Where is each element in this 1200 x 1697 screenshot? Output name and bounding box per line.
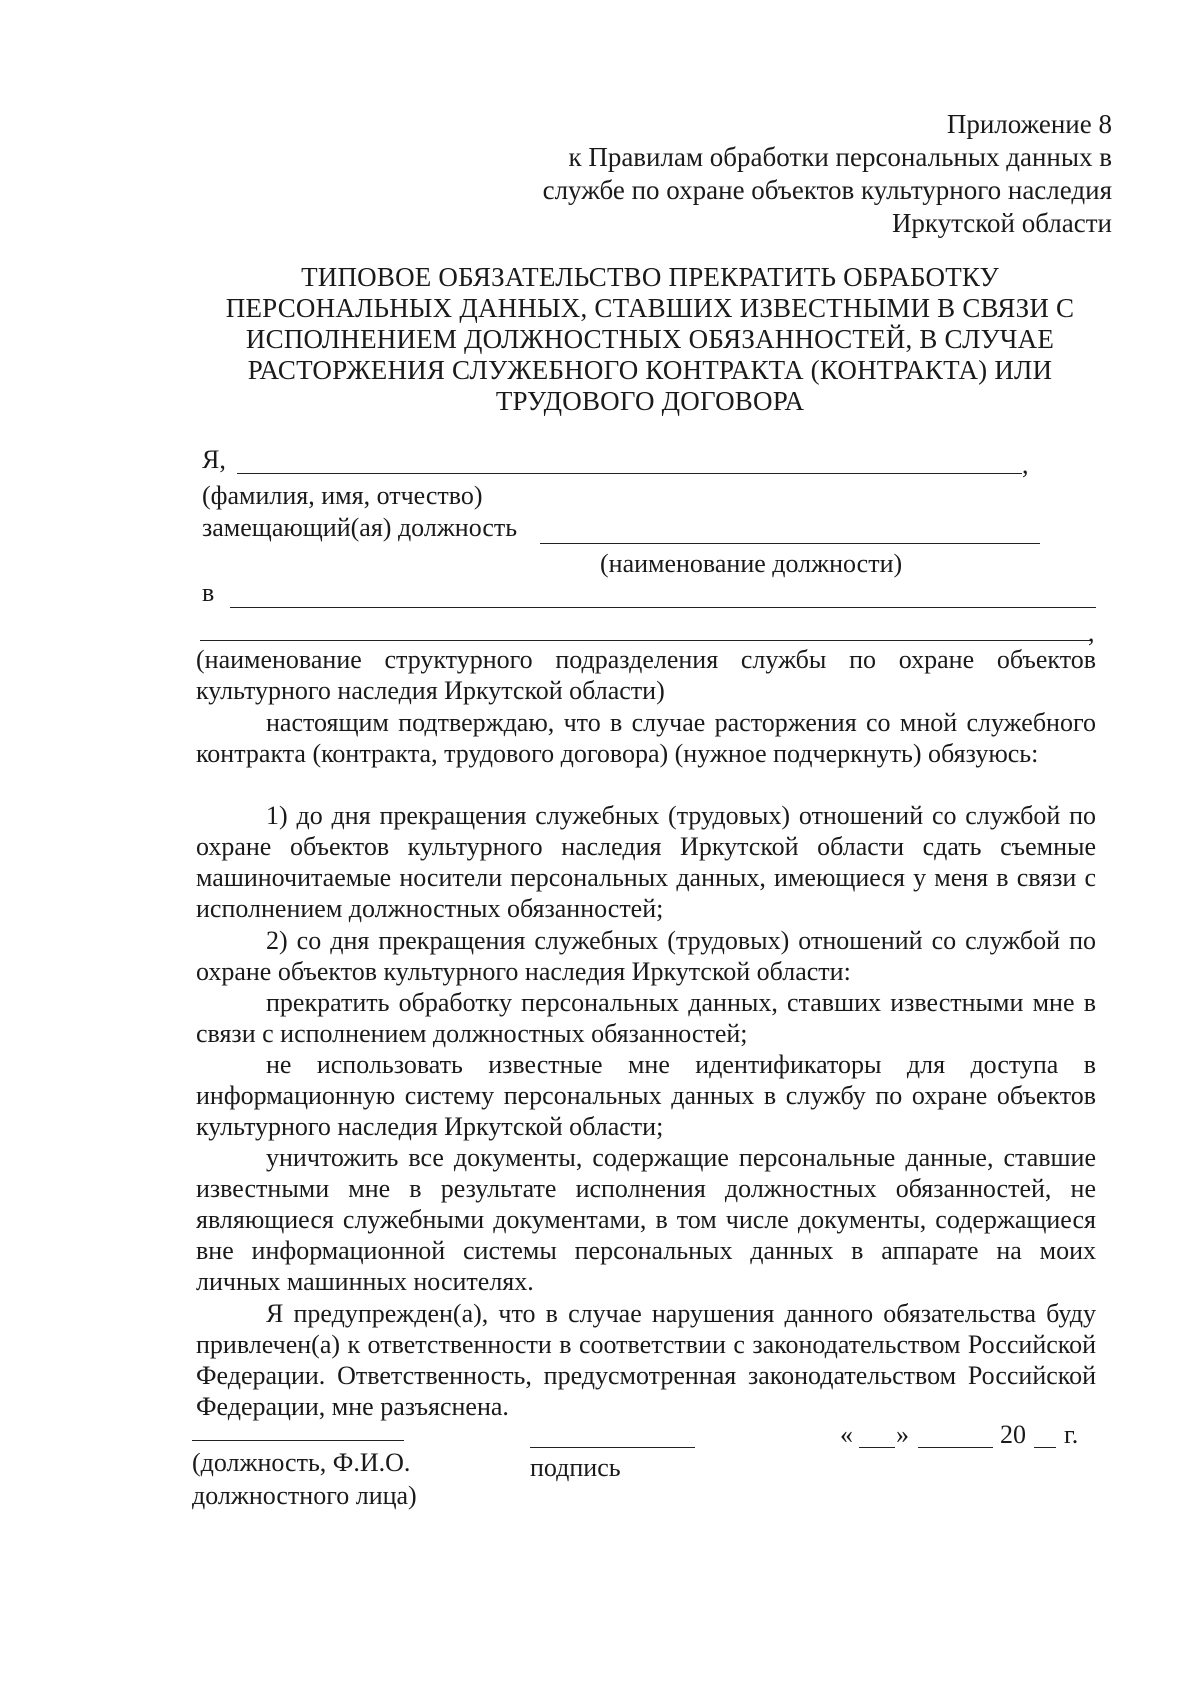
date-year-prefix: 20 xyxy=(1000,1420,1026,1449)
date-month-blank[interactable] xyxy=(918,1447,993,1448)
title-line-4: РАСТОРЖЕНИЯ СЛУЖЕБНОГО КОНТРАКТА (КОНТРАКТА) ИЛИ xyxy=(247,355,1053,385)
paragraph-item-1: 1) до дня прекращения служебных (трудовых) отношений со службой по охране объектов культурного наследия Иркутской области сдать съемные машиночитаемые носители персональных данных, имеющиеся у меня в связи с исполнением должностных обязанностей; xyxy=(196,801,1096,923)
fio-comma: , xyxy=(1022,450,1029,479)
v-label: в xyxy=(202,578,215,607)
paragraph-destroy-documents: уничтожить все документы, содержащие персональные данные, ставшие известными мне в результате исполнения должностных обязанностей, не являющиеся служебными документами, в том числе документы, содержащиеся вне информационной системы персональных данных в аппарате на моих личных машинных носителях. xyxy=(196,1143,1096,1296)
appendix-reference-line-2: службе по охране объектов культурного наследия xyxy=(542,175,1112,205)
official-hint-line-1: (должность, Ф.И.О. xyxy=(192,1448,411,1477)
official-hint-line-2: должностного лица) xyxy=(192,1481,417,1510)
paragraph-warning: Я предупрежден(а), что в случае нарушения данного обязательства буду привлечен(а) к ответственности в соответствии с законодательством Российской Федерации. Ответственность, предусмотренная законодательством Российской Федерации, мне разъяснена. xyxy=(196,1299,1096,1421)
date-year-suffix: г. xyxy=(1064,1420,1079,1449)
title-line-3: ИСПОЛНЕНИЕМ ДОЛЖНОСТНЫХ ОБЯЗАННОСТЕЙ, В СЛУЧАЕ xyxy=(245,324,1055,354)
document-title xyxy=(200,262,1100,417)
appendix-reference-line-3: Иркутской области xyxy=(891,208,1112,238)
date-year-blank[interactable] xyxy=(1034,1447,1056,1448)
fio-hint: (фамилия, имя, отчество) xyxy=(202,481,483,510)
paragraph-stop-processing: прекратить обработку персональных данных, ставших известными мне в связи с исполнением должностных обязанностей; xyxy=(196,988,1096,1048)
unit-hint: (наименование структурного подразделения службы по охране объектов культурного наследия Иркутской области) xyxy=(196,645,1096,705)
fio-blank-line[interactable] xyxy=(237,473,1022,474)
title-line-2: ПЕРСОНАЛЬНЫХ ДАННЫХ, СТАВШИХ ИЗВЕСТНЫМИ В СВЯЗИ С xyxy=(225,293,1075,323)
unit-comma: , xyxy=(1088,618,1095,647)
date-close-quote: » xyxy=(896,1420,909,1449)
paragraph-identifiers: не использовать известные мне идентификаторы для доступа в информационную систему персональных данных в службу по охране объектов культурного наследия Иркутской области; xyxy=(196,1050,1096,1141)
signature-label: подпись xyxy=(530,1453,621,1482)
paragraph-confirm: настоящим подтверждаю, что в случае расторжения со мной служебного контракта (контракта, трудового договора) (нужное подчеркнуть) обязуюсь: xyxy=(196,708,1096,768)
position-hint: (наименование должности) xyxy=(600,549,903,578)
position-label: замещающий(ая) должность xyxy=(202,513,518,542)
unit-blank-line-1[interactable] xyxy=(230,607,1096,608)
official-blank-line[interactable] xyxy=(192,1440,404,1441)
signature-blank-line[interactable] xyxy=(530,1447,695,1448)
date-open-quote: « xyxy=(840,1420,853,1449)
ya-label: Я, xyxy=(202,445,226,474)
date-day-blank[interactable] xyxy=(859,1447,895,1448)
appendix-number: Приложение 8 xyxy=(946,109,1112,139)
position-blank-line[interactable] xyxy=(540,543,1040,544)
paragraph-item-2: 2) со дня прекращения служебных (трудовых) отношений со службой по охране объектов культурного наследия Иркутской области: xyxy=(196,926,1096,986)
title-line-1: ТИПОВОЕ ОБЯЗАТЕЛЬСТВО ПРЕКРАТИТЬ ОБРАБОТКУ xyxy=(301,262,999,292)
title-line-5: ТРУДОВОГО ДОГОВОРА xyxy=(495,386,805,416)
appendix-header xyxy=(543,108,1112,240)
appendix-reference-line-1: к Правилам обработки персональных данных в xyxy=(568,142,1112,172)
unit-blank-line-2[interactable] xyxy=(200,640,1090,641)
